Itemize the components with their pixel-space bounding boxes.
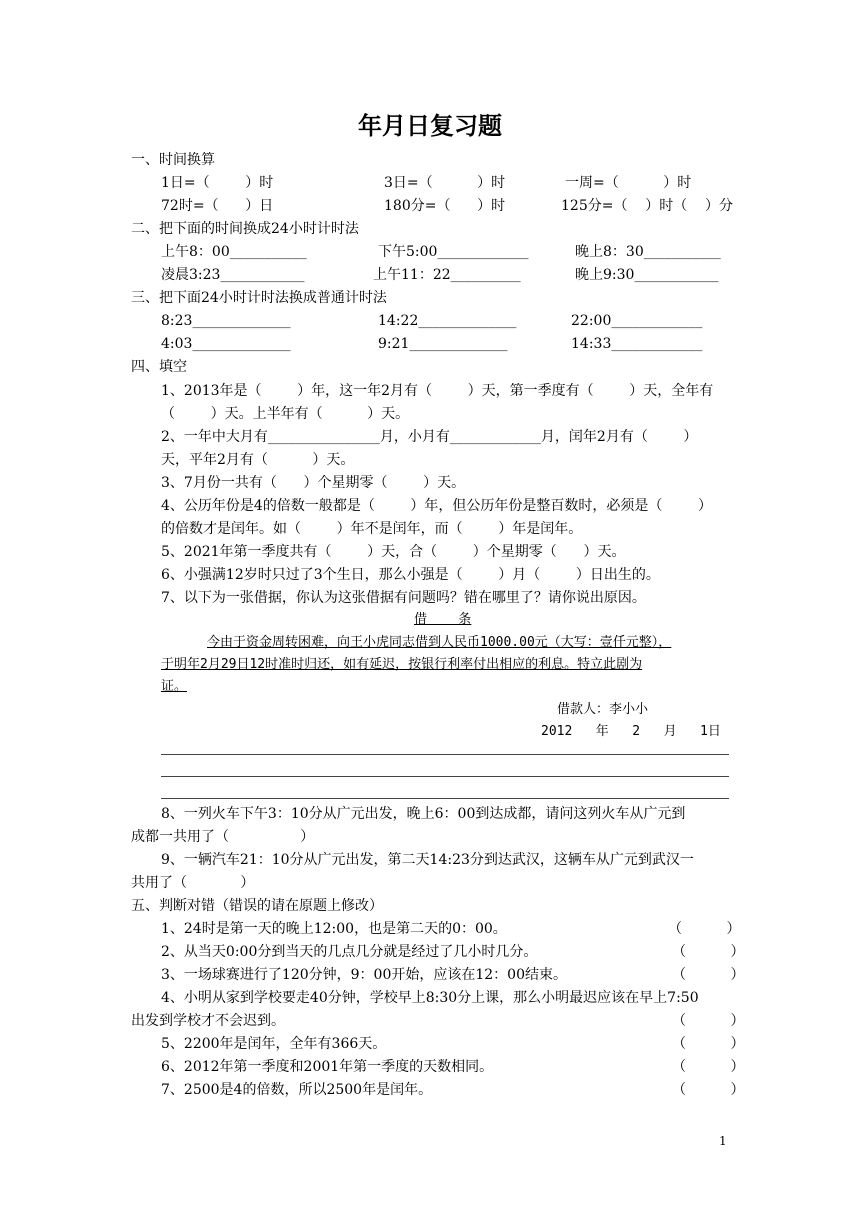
- judge-item-3: 3、一场球赛进行了120分钟，9：00开始，应该在12：00结束。: [161, 967, 567, 983]
- question-2-line-2: 天，平年2月有（ ）天。: [161, 452, 355, 468]
- s3-row2-item2: 9:21______________: [378, 336, 508, 352]
- s1-row1-item3: 一周=（ ）时: [565, 175, 692, 191]
- s2-row1-item3: 晚上8：30___________: [575, 244, 721, 260]
- question-8-line-2: 成都一共用了（ ）: [131, 829, 315, 845]
- judge-paren-1: （ ）: [668, 921, 741, 937]
- question-9-line-2: 共用了（ ）: [131, 875, 255, 891]
- page-title: 年月日复习题: [358, 112, 502, 140]
- s3-row2-item1: 4:03______________: [161, 336, 291, 352]
- s3-row2-item3: 14:33_____________: [571, 336, 703, 352]
- judge-item-5: 5、2200年是闰年，全年有366天。: [161, 1036, 387, 1052]
- question-6: 6、小强满12岁时只过了3个生日，那么小强是（ ）月（ ）日出生的。: [161, 567, 660, 583]
- question-7: 7、以下为一张借据，你认为这张借据有问题吗？错在哪里了？请你说出原因。: [161, 590, 646, 606]
- section-3-heading: 三、把下面24小时计时法换成普通计时法: [131, 290, 387, 306]
- judge-item-4-line-2: 出发到学校才不会迟到。: [131, 1013, 285, 1029]
- s1-row2-item2: 180分=（ ）时: [384, 198, 506, 214]
- answer-line: [161, 798, 729, 799]
- s3-row1-item2: 14:22______________: [378, 313, 517, 329]
- question-5: 5、2021年第一季度共有（ ）天，合（ ）个星期零（ ）天。: [161, 544, 626, 560]
- judge-item-7: 7、2500是4的倍数，所以2500年是闰年。: [161, 1082, 433, 1098]
- iou-line-1: 今由于资金周转困难，向王小虎同志借到人民币1000.00元（大写：壹仟元整），: [207, 635, 672, 650]
- s2-row1-item2: 下午5:00_____________: [378, 244, 529, 260]
- judge-paren-4: （ ）: [672, 1013, 745, 1029]
- question-3: 3、7月份一共有（ ）个星期零（ ）天。: [161, 475, 466, 491]
- s2-row2-item3: 晚上9:30____________: [575, 267, 719, 283]
- judge-item-1: 1、24时是第一天的晚上12:00，也是第二天的0：00。: [161, 921, 507, 937]
- question-9-line-1: 9、一辆汽车21：10分从广元出发，第二天14:23分到达武汉，这辆车从广元到武汉一: [161, 852, 694, 868]
- section-5-heading: 五、判断对错（错误的请在原题上修改）: [131, 898, 383, 914]
- s2-row2-item1: 凌晨3:23____________: [161, 267, 305, 283]
- judge-paren-2: （ ）: [672, 944, 745, 960]
- judge-item-6: 6、2012年第一季度和2001年第一季度的天数相同。: [161, 1059, 494, 1075]
- judge-paren-3: （ ）: [672, 967, 745, 983]
- judge-item-2: 2、从当天0:00分到当天的几点几分就是经过了几小时几分。: [161, 944, 538, 960]
- answer-line: [161, 776, 729, 777]
- iou-line-2: 于明年2月29日12时准时归还，如有延迟，按银行利率付出相应的利息。特立此剧为: [161, 657, 643, 672]
- judge-paren-6: （ ）: [672, 1059, 745, 1075]
- s1-row2-item1: 72时=（ ）日: [161, 198, 274, 214]
- s1-row2-item3: 125分=（ ）时（ ）分: [561, 198, 734, 214]
- page-number: 1: [719, 1134, 727, 1148]
- section-4-heading: 四、填空: [131, 359, 187, 375]
- judge-paren-7: （ ）: [672, 1082, 745, 1098]
- question-1-line-1: 1、2013年是（ ）年，这一年2月有（ ）天，第一季度有（ ）天，全年有: [161, 383, 714, 399]
- iou-line-3: 证。: [161, 679, 188, 694]
- judge-item-4-line-1: 4、小明从家到学校要走40分钟，学校早上8:30分上课，那么小明最迟应该在早上7:50: [161, 990, 699, 1006]
- section-2-heading: 二、把下面的时间换成24小时计时法: [131, 221, 359, 237]
- question-2-line-1: 2、一年中大月有________________月，小月有_____________月，闰年2月有（ ）: [161, 429, 698, 445]
- judge-paren-5: （ ）: [672, 1036, 745, 1052]
- s2-row1-item1: 上午8：00___________: [161, 244, 307, 260]
- question-4-line-1: 4、公历年份是4的倍数一般都是（ ）年，但公历年份是整百数时，必须是（ ）: [161, 498, 713, 514]
- s2-row2-item2: 上午11：22__________: [373, 267, 521, 283]
- s3-row1-item1: 8:23______________: [161, 313, 291, 329]
- answer-line: [161, 754, 729, 755]
- s3-row1-item3: 22:00_____________: [571, 313, 703, 329]
- iou-title: 借 条: [414, 612, 472, 627]
- iou-date: 2012 年 2 月 1日: [541, 724, 721, 739]
- question-4-line-2: 的倍数才是闰年。如（ ）年不是闰年，而（ ）年是闰年。: [161, 521, 583, 537]
- section-1-heading: 一、时间换算: [131, 152, 215, 168]
- iou-borrower: 借款人：李小小: [557, 702, 649, 717]
- question-8-line-1: 8、一列火车下午3：10分从广元出发，晚上6：00到达成都，请问这列火车从广元到: [161, 806, 686, 822]
- question-1-line-2: （ ）天。上半年有（ ）天。: [161, 406, 410, 422]
- s1-row1-item2: 3日=（ ）时: [384, 175, 506, 191]
- s1-row1-item1: 1日=（ ）时: [161, 175, 274, 191]
